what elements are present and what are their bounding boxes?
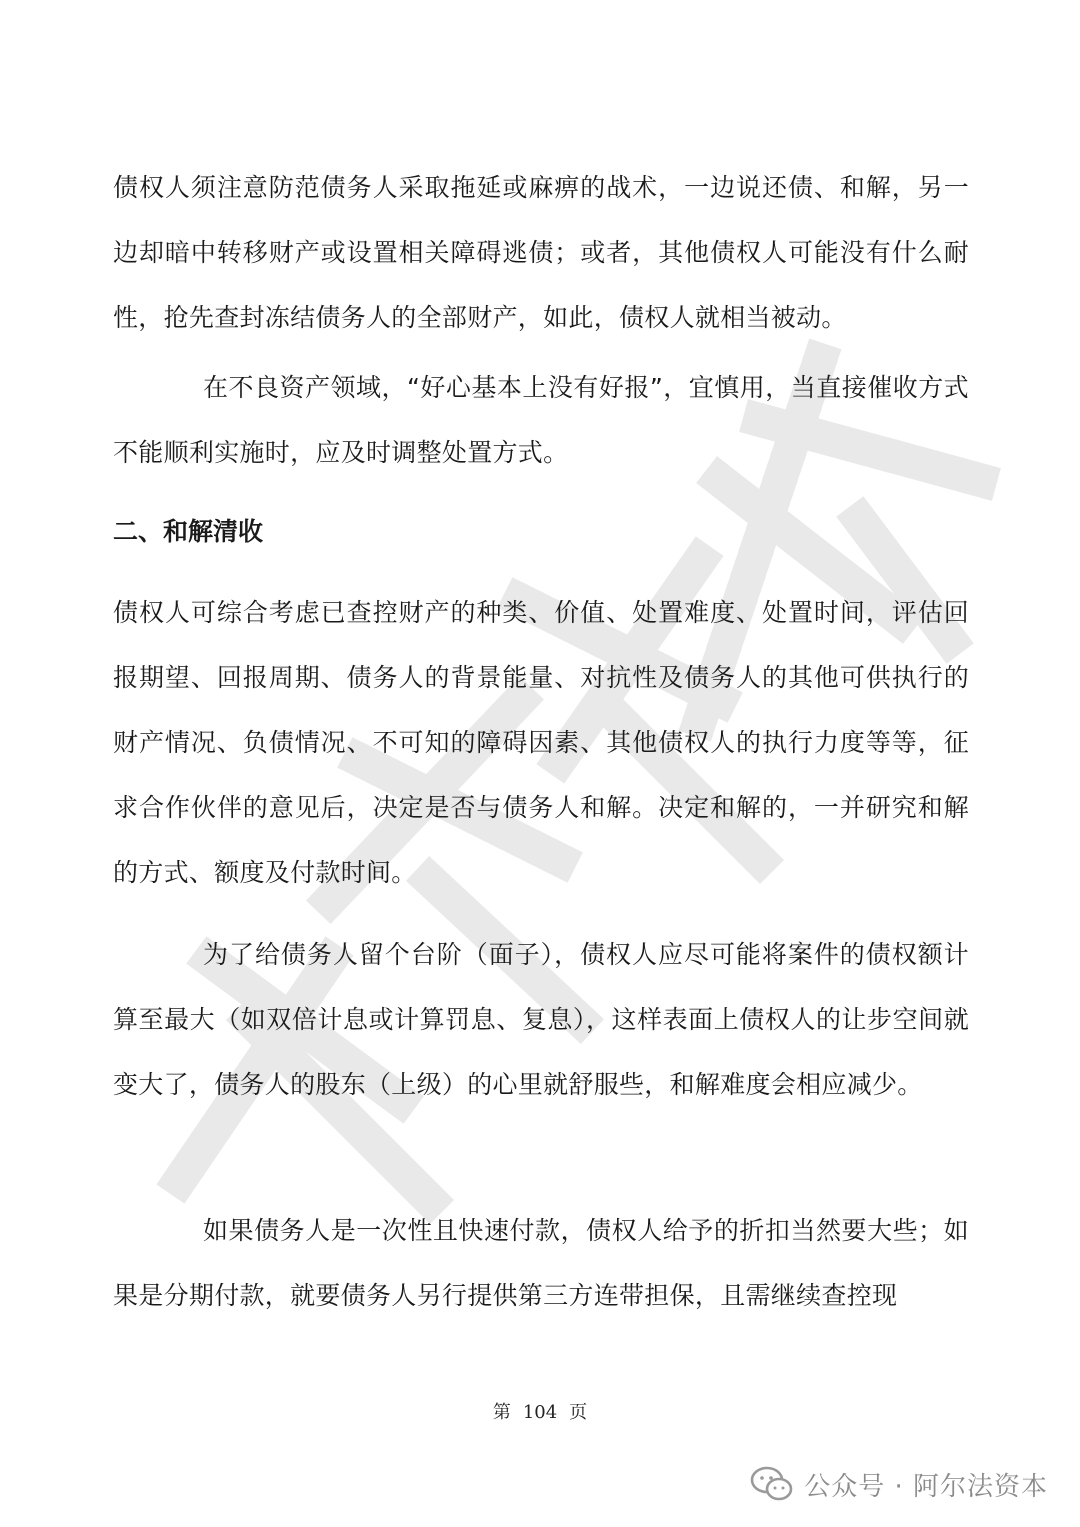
page-number-footer [0,1398,1080,1424]
wechat-icon [750,1465,794,1503]
body-paragraph: 为了给债务人留个台阶（面子），债权人应尽可能将案件的债权额计算至最大（如双倍计息或计算罚息、复息），这样表面上债权人的让步空间就变大了，债务人的股东（上级）的心里就舒服些，和解难度会相应减少。 [113,940,969,1099]
section-heading: 二、和解清收 [113,517,264,546]
body-paragraph: 债权人可综合考虑已查控财产的种类、价值、处置难度、处置时间，评估回报期望、回报周期、债务人的背景能量、对抗性及债务人的其他可供执行的财产情况、负债情况、不可知的障碍因素、其他债权人的执行力度等等，征求合作伙伴的意见后，决定是否与债务人和解。决定和解的，一并研究和解的方式、额度及付款时间。 [113,598,969,887]
body-paragraph: 在不良资产领域，“好心基本上没有好报”，宜慎用，当直接催收方式不能顺利实施时，应及时调整处置方式。 [113,373,969,467]
page-suffix: 页 [569,1402,588,1423]
page-prefix: 第 [492,1402,511,1423]
source-watermark-text: 公众号 · 阿尔法资本 [804,1471,1048,1502]
body-paragraph: 如果债务人是一次性且快速付款，债权人给予的折扣当然要大些；如果是分期付款，就要债务人另行提供第三方连带担保，且需继续查控现 [113,1216,969,1310]
source-watermark [750,1462,1048,1506]
page-number: 104 [522,1402,558,1423]
body-paragraph: 债权人须注意防范债务人采取拖延或麻痹的战术，一边说还债、和解，另一边却暗中转移财产或设置相关障碍逃债；或者，其他债权人可能没有什么耐性，抢先查封冻结债务人的全部财产，如此，债权人就相当被动。 [113,173,969,332]
